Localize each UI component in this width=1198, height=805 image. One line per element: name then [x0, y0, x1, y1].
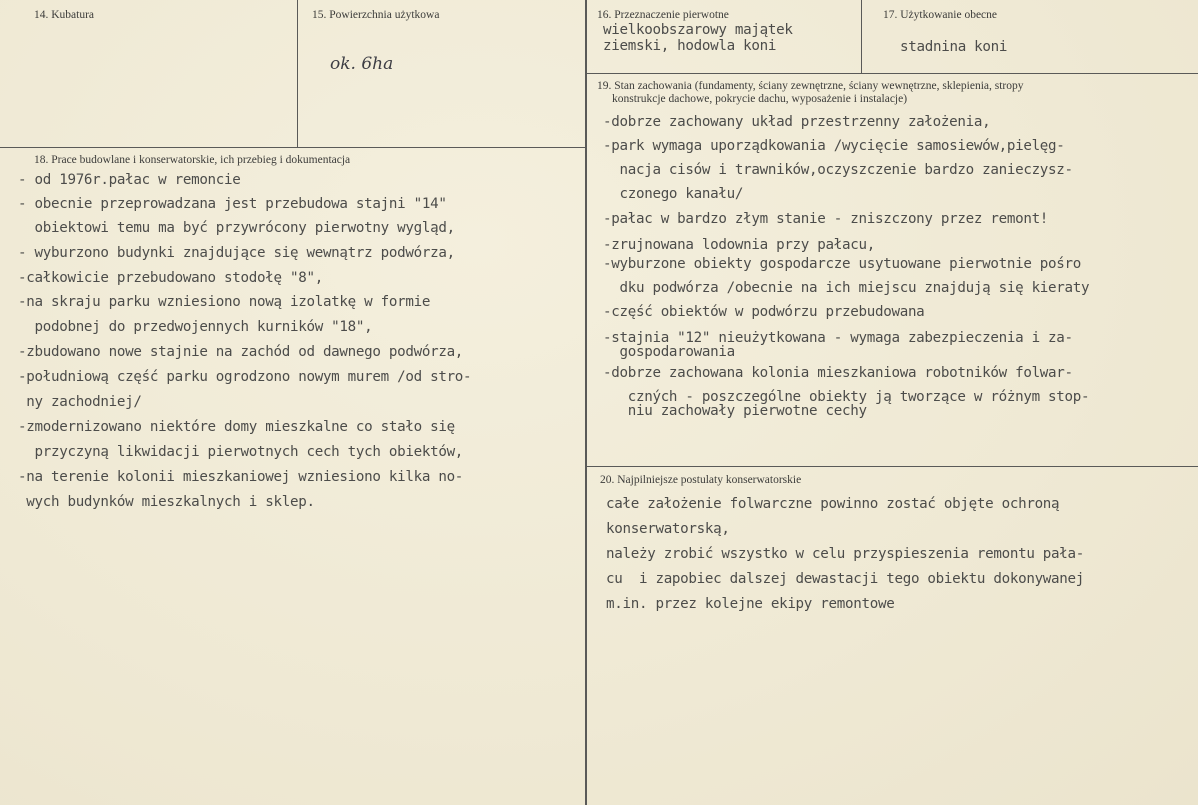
stan-line: czných - poszczególne obiekty ją tworzące w różnym stop-	[603, 389, 1090, 405]
stan-header-line-2: konstrukcje dachowe, pokrycie dachu, wyposażenie i instalacje)	[612, 93, 908, 105]
stan-line: -park wymaga uporządkowania /wycięcie samosiewów,pielęg-	[603, 138, 1065, 154]
divider-col-14-15	[297, 0, 298, 148]
prace-line: - wyburzono budynki znajdujące się wewnątrz podwórza,	[18, 245, 455, 261]
postulaty-line: m.in. przez kolejne ekipy remontowe	[606, 596, 895, 612]
postulaty-line: całe założenie folwarczne powinno zostać objęte ochroną	[606, 496, 1060, 512]
prace-line: -całkowicie przebudowano stodołę "8",	[18, 270, 323, 286]
powierzchnia-header: 15. Powierzchnia użytkowa	[312, 9, 440, 21]
stan-line: -zrujnowana lodownia przy pałacu,	[603, 237, 875, 253]
stan-line: -stajnia "12" nieużytkowana - wymaga zabezpieczenia i za-	[603, 330, 1073, 346]
prace-line: -na terenie kolonii mieszkaniowej wzniesiono kilka no-	[18, 469, 464, 485]
postulaty-header: 20. Najpilniejsze postulaty konserwatorskie	[600, 474, 802, 486]
divider-right-row-2	[586, 466, 1198, 467]
stan-header-line-1: 19. Stan zachowania (fundamenty, ściany zewnętrzne, ściany wewnętrzne, sklepienia, stropy	[597, 80, 1024, 92]
stan-line: -pałac w bardzo złym stanie - zniszczony przez remont!	[603, 211, 1049, 227]
postulaty-line: należy zrobić wszystko w celu przyspieszenia remontu pała-	[606, 546, 1085, 562]
uzytkowanie-header: 17. Użytkowanie obecne	[883, 9, 998, 21]
divider-top-row-bottom-left	[0, 147, 586, 148]
prace-line: - obecnie przeprowadzana jest przebudowa stajni "14"	[18, 196, 447, 212]
divider-col-16-17	[861, 0, 862, 74]
prace-line: -na skraju parku wzniesiono nową izolatkę w formie	[18, 294, 431, 310]
stan-line: dku podwórza /obecnie na ich miejscu znajdują się kieraty	[603, 280, 1090, 296]
kubatura-header: 14. Kubatura	[34, 9, 95, 21]
prace-line: wych budynków mieszkalnych i sklep.	[18, 494, 315, 510]
prace-line: podobnej do przedwojennych kurników "18",	[18, 319, 373, 335]
prace-line: - od 1976r.pałac w remoncie	[18, 172, 241, 188]
stan-line: czonego kanału/	[603, 186, 744, 202]
przeznaczenie-header: 16. Przeznaczenie pierwotne	[597, 9, 729, 21]
divider-right-row-1	[586, 73, 1198, 74]
prace-line: -zbudowano nowe stajnie na zachód od dawnego podwórza,	[18, 344, 464, 360]
prace-line: obiektowi temu ma być przywrócony pierwotny wygląd,	[18, 220, 455, 236]
prace-line: przyczyną likwidacji pierwotnych cech tych obiektów,	[18, 444, 464, 460]
prace-line: -zmodernizowano niektóre domy mieszkalne co stało się	[18, 419, 455, 435]
stan-line: gospodarowania	[603, 344, 735, 360]
przeznaczenie-line-2: ziemski, hodowla koni	[603, 38, 777, 54]
stan-line: niu zachowały pierwotne cechy	[603, 403, 867, 419]
stan-line: nacja cisów i trawników,oczyszczenie bardzo zanieczysz-	[603, 162, 1073, 178]
divider-main-vertical	[585, 0, 587, 805]
postulaty-line: konserwatorską,	[606, 521, 730, 537]
prace-line: -południową część parku ogrodzono nowym murem /od stro-	[18, 369, 472, 385]
postulaty-line: cu i zapobiec dalszej dewastacji tego obiektu dokonywanej	[606, 571, 1085, 587]
prace-header: 18. Prace budowlane i konserwatorskie, ich przebieg i dokumentacja	[34, 154, 351, 166]
stan-line: -część obiektów w podwórzu przebudowana	[603, 304, 925, 320]
przeznaczenie-line-1: wielkoobszarowy majątek	[603, 22, 793, 38]
powierzchnia-value: ok. 6ha	[330, 54, 394, 74]
stan-line: -dobrze zachowana kolonia mieszkaniowa robotników folwar-	[603, 365, 1073, 381]
prace-line: ny zachodniej/	[18, 394, 142, 410]
stan-line: -wyburzone obiekty gospodarcze usytuowane pierwotnie pośro	[603, 256, 1082, 272]
stan-line: -dobrze zachowany układ przestrzenny założenia,	[603, 114, 991, 130]
uzytkowanie-value: stadnina koni	[900, 39, 1008, 55]
